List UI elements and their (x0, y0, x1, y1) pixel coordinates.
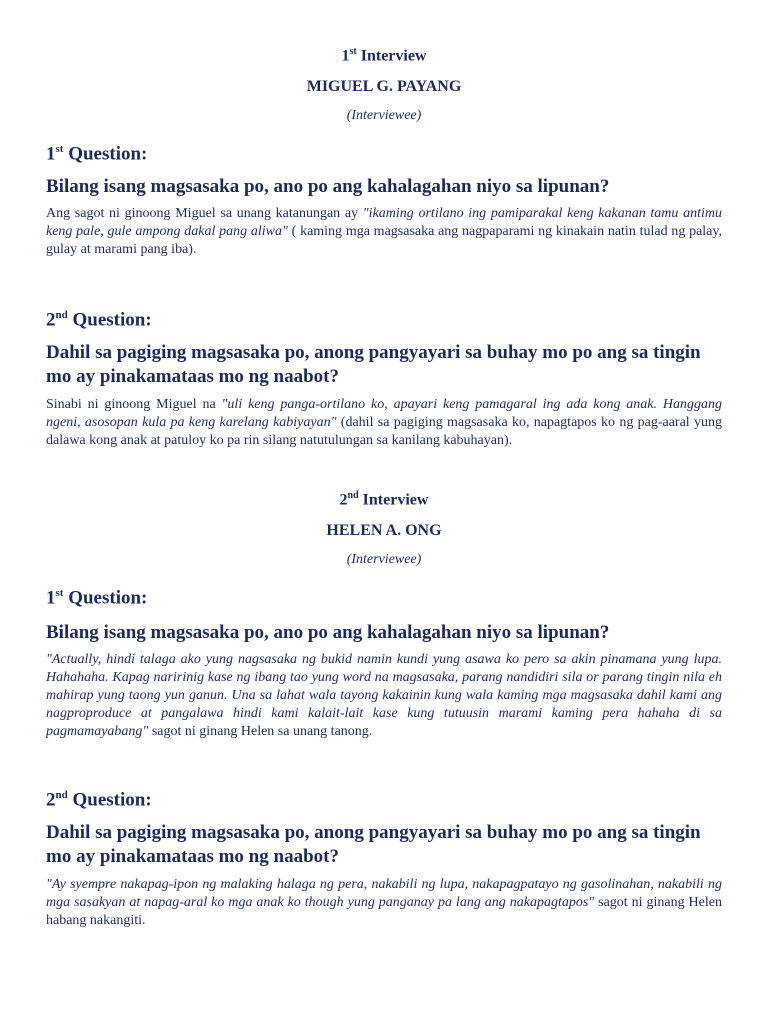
interview-2-ordinal: 2 (339, 491, 348, 509)
interview-1-ordinal: 1 (341, 47, 350, 65)
interview-2-question-2 (46, 784, 722, 930)
answer-quote: "uli keng panga-ortilano ko, apayari keng pamagaral ing ada kong anak. Hanggang ngeni, asosopan kula pa keng karelang kabiyayan" (46, 397, 722, 431)
interviewee-2-role: (Interviewee) (346, 552, 422, 567)
question-text: Bilang isang magsasaka po, ano po ang kahalagahan niyo sa lipunan? (46, 622, 610, 644)
interview-2-ordinal-suffix: nd (347, 490, 359, 501)
interviewee-1-name: MIGUEL G. PAYANG (306, 78, 462, 95)
interviewee-2-name: HELEN A. ONG (326, 522, 442, 539)
answer-text: Sinabi ni ginoong Miguel na "uli keng panga-ortilano ko, apayari keng pamagaral ing ada kong anak. Hanggang ngeni, asosopan kula pa keng karelang kabiyayan" (dahil sa pagiging magsasaka ko, napagtapos ko ng pag-aaral yung dalawa kong anak at patuloy ko pa rin silang natutulungan sa kanilang kabuhayan). (46, 397, 722, 449)
question-text: Bilang isang magsasaka po, ano po ang kahalagahan niyo sa lipunan? (46, 176, 610, 198)
interview-2-question-1 (46, 582, 722, 741)
interview-1-title-word: Interview (360, 47, 427, 65)
interview-1-question-1 (46, 138, 722, 259)
interview-2-title-word: Interview (362, 491, 429, 509)
interviewee-1-role: (Interviewee) (346, 108, 422, 123)
answer-quote: "ikaming ortilano ing pamiparakal keng kakanan tamu antimu keng pale, gule ampong dakal pang aliwa" (46, 206, 722, 240)
answer-text: "Ay syempre nakapag-ipon ng malaking halaga ng pera, nakabili ng lupa, nakapagpatayo ng gasolinahan, nakabili ng mga sasakyan at napag-aral ko mga anak ko though yung panganay pa lang ang nakapagtapos" sagot ni ginang Helen habang nakangiti. (46, 877, 722, 929)
interview-1-ordinal-suffix: st (349, 46, 357, 57)
answer-text: "Actually, hindi talaga ako yung nagsasaka ng bukid namin kundi yung asawa ko pero sa akin pinamana yung lupa. Hahahaha. Kapag naririnig kase ng ibang tao yung word na magsasaka, parang nandidiri sila or parang tingin nila eh mahirap yung taong yun ganun. Una sa lahat wala tayong kakainin kung wala kaming mga magsasaka dahil kami ang nagproproduce at pangalawa hindi kami kalait-lait kase kung tutuusin marami kaming pera hahaha di sa pagmamayabang" sagot ni ginang Helen sa unang tanong. (46, 652, 722, 740)
question-label: 2nd Question: (46, 309, 152, 331)
answer-quote: "Actually, hindi talaga ako yung nagsasaka ng bukid namin kundi yung asawa ko pero sa akin pinamana yung lupa. Hahahaha. Kapag naririnig kase ng ibang tao yung word na magsasaka, parang nandidiri sila or parang tingin nila eh mahirap yung taong yun ganun. Una sa lahat wala tayong kakainin kung wala kaming mga magsasaka dahil kami ang nagproproduce at pangalawa hindi kami kalait-lait kase kung tutuusin marami kaming pera hahaha di sa pagmamayabang" (46, 652, 722, 740)
question-label: 2nd Question: (46, 789, 152, 811)
answer-text: Ang sagot ni ginoong Miguel sa unang katanungan ay "ikaming ortilano ing pamiparakal keng kakanan tamu antimu keng pale, gule ampong dakal pang aliwa" ( kaming mga magsasaka ang nagpaparami ng kinakain natin tulad ng palay, gulay at marami pang iba). (46, 206, 722, 258)
question-label: 1st Question: (46, 143, 148, 165)
interview-1-title (0, 46, 768, 65)
question-text: Dahil sa pagiging magsasaka po, anong pangyayari sa buhay mo po ang sa tingin mo ay pinakamataas mo ng naabot? (46, 822, 701, 868)
question-text: Dahil sa pagiging magsasaka po, anong pangyayari sa buhay mo po ang sa tingin mo ay pinakamataas mo ng naabot? (46, 342, 701, 388)
question-label: 1st Question: (46, 587, 148, 609)
interview-2-title (0, 490, 768, 509)
interview-1-question-2 (46, 304, 722, 450)
answer-quote: "Ay syempre nakapag-ipon ng malaking halaga ng pera, nakabili ng lupa, nakapagpatayo ng gasolinahan, nakabili ng mga sasakyan at napag-aral ko mga anak ko though yung panganay pa lang ang nakapagtapos" (46, 877, 722, 911)
